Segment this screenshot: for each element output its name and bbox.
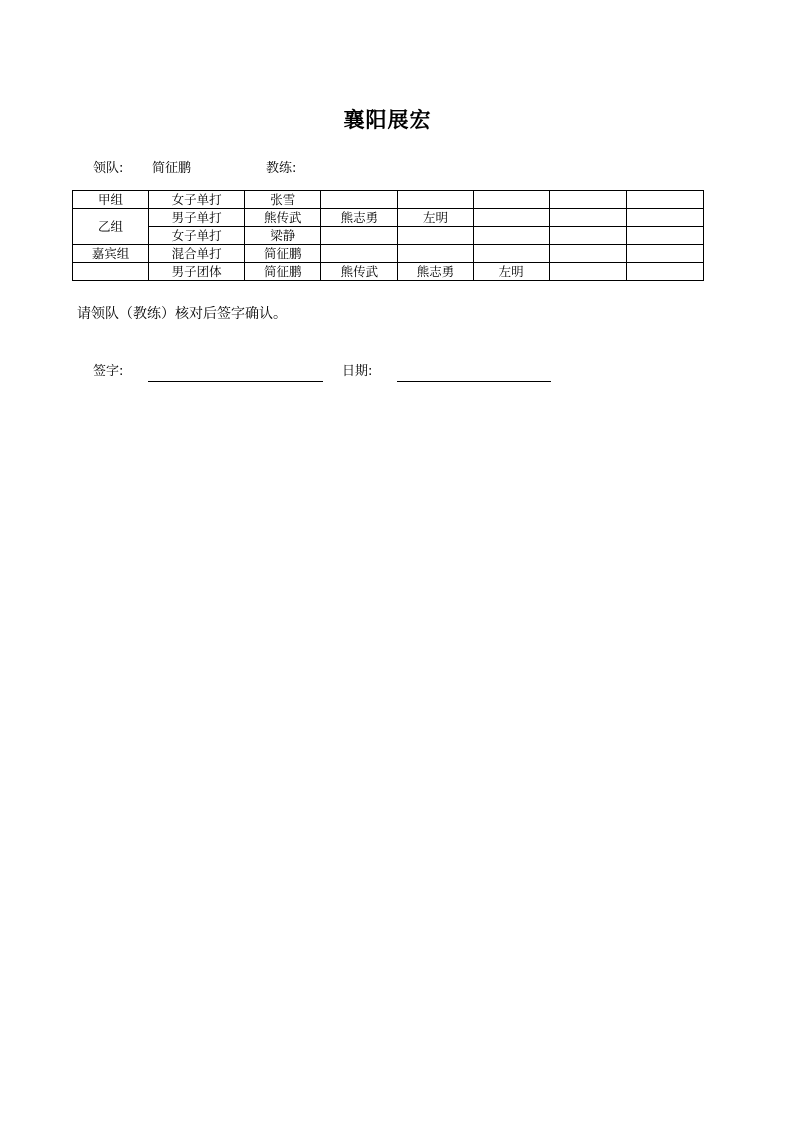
document-title: 襄阳展宏 — [343, 108, 432, 132]
player-cell — [398, 245, 473, 263]
player-cell: 左明 — [473, 263, 549, 281]
player-cell: 简征鹏 — [245, 245, 321, 263]
player-cell — [321, 227, 398, 245]
date-line[interactable] — [397, 381, 551, 382]
event-cell: 男子团体 — [149, 263, 245, 281]
signature-label: 签字: — [93, 364, 124, 379]
player-cell — [473, 209, 549, 227]
coach-label: 教练: — [266, 161, 297, 176]
event-cell: 女子单打 — [149, 227, 245, 245]
player-cell — [321, 245, 398, 263]
table-row — [73, 209, 704, 227]
player-cell — [549, 191, 626, 209]
player-cell — [626, 263, 703, 281]
event-cell: 女子单打 — [149, 191, 245, 209]
date-label: 日期: — [342, 364, 373, 379]
player-cell — [473, 245, 549, 263]
player-cell — [473, 227, 549, 245]
player-cell: 熊志勇 — [398, 263, 473, 281]
player-cell — [549, 263, 626, 281]
player-cell — [549, 245, 626, 263]
player-cell — [321, 191, 398, 209]
group-cell: 乙组 — [73, 209, 149, 245]
table-row — [73, 263, 704, 281]
player-cell — [626, 191, 703, 209]
player-cell — [473, 191, 549, 209]
leader-name: 简征鹏 — [152, 161, 192, 176]
group-cell: 甲组 — [73, 191, 149, 209]
player-cell — [549, 209, 626, 227]
event-cell: 男子单打 — [149, 209, 245, 227]
roster-table — [72, 190, 704, 281]
player-cell: 熊传武 — [245, 209, 321, 227]
player-cell — [626, 245, 703, 263]
player-cell — [626, 227, 703, 245]
player-cell: 熊传武 — [321, 263, 398, 281]
group-cell: 嘉宾组 — [73, 245, 149, 263]
player-cell: 左明 — [398, 209, 473, 227]
player-cell: 简征鹏 — [245, 263, 321, 281]
table-row — [73, 245, 704, 263]
player-cell: 张雪 — [245, 191, 321, 209]
confirmation-note: 请领队（教练）核对后签字确认。 — [77, 306, 287, 322]
group-cell — [73, 263, 149, 281]
signature-line[interactable] — [148, 381, 323, 382]
player-cell — [549, 227, 626, 245]
table-row — [73, 227, 704, 245]
player-cell — [626, 209, 703, 227]
player-cell: 梁静 — [245, 227, 321, 245]
table-row — [73, 191, 704, 209]
event-cell: 混合单打 — [149, 245, 245, 263]
player-cell — [398, 227, 473, 245]
player-cell: 熊志勇 — [321, 209, 398, 227]
leader-label: 领队: — [93, 161, 124, 176]
player-cell — [398, 191, 473, 209]
